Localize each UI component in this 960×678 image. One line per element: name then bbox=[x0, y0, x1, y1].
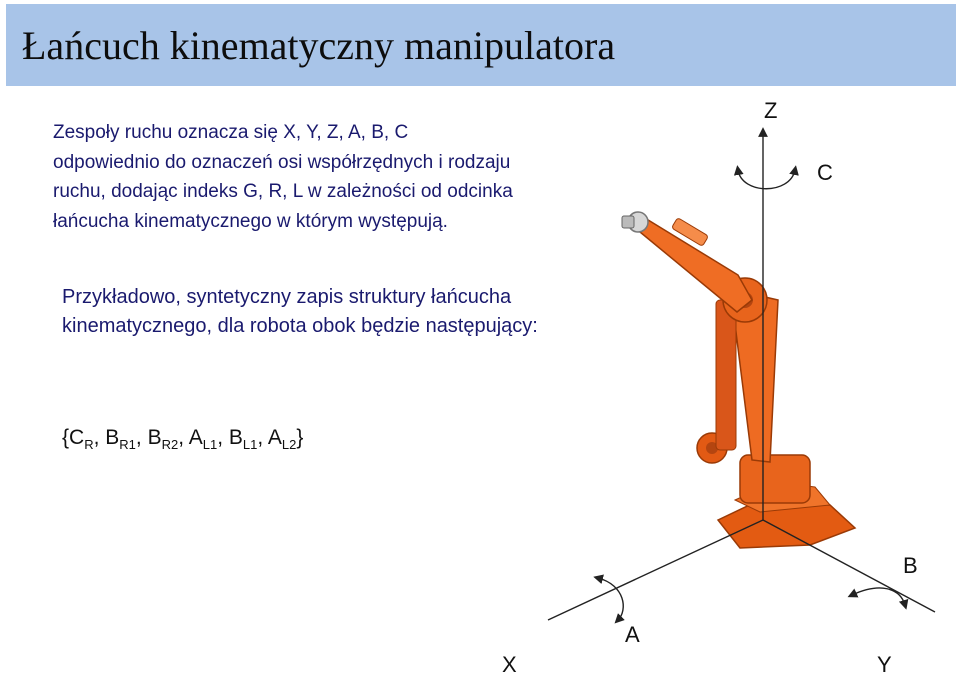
a-rotation-label: A bbox=[625, 622, 640, 647]
description-line: odpowiednio do oznaczeń osi współrzędnych i rodzaju bbox=[53, 151, 511, 173]
formula-term: $A_{L2}$ bbox=[267, 426, 297, 452]
formula-close-brace: } bbox=[296, 426, 304, 449]
c-rotation-label: C bbox=[817, 160, 833, 185]
x-axis-label: X bbox=[502, 652, 517, 677]
x-axis bbox=[548, 520, 763, 620]
z-axis-label: Z bbox=[764, 98, 778, 123]
example-line: Przykładowo, syntetyczny zapis struktury łańcucha bbox=[62, 286, 512, 308]
title-band bbox=[6, 4, 956, 86]
formula-term: $B_{L1}$ bbox=[228, 426, 258, 452]
description-line: Zespoły ruchu oznacza się X, Y, Z, A, B, C bbox=[53, 122, 409, 143]
description-line: łańcucha kinematycznego w którym występują. bbox=[53, 210, 448, 232]
b-rotation-label: B bbox=[903, 553, 918, 578]
formula-term: $B_{R2}$ bbox=[147, 426, 179, 452]
b-rotation-arrow bbox=[852, 588, 905, 605]
formula-term: $B_{R1}$ bbox=[105, 426, 136, 452]
kinematic-chain-formula: {$C_R$, $B_{R1}$, $B_{R2}$, $A_{L1}$, $B_{L1}$, $A_{L2}$} bbox=[62, 426, 304, 452]
formula-term: $C_R$ bbox=[69, 426, 94, 452]
a-rotation-arrow bbox=[598, 578, 623, 620]
example-line: kinematycznego, dla robota obok będzie następujący: bbox=[62, 315, 538, 337]
formula-open-brace: { bbox=[62, 426, 70, 449]
description-paragraph bbox=[53, 118, 673, 236]
industrial-robot-image bbox=[622, 212, 855, 548]
example-paragraph bbox=[62, 283, 682, 341]
slide-title: Łańcuch kinematyczny manipulatora bbox=[22, 23, 616, 68]
description-line: ruchu, dodając indeks G, R, L w zależności od odcinka bbox=[53, 181, 513, 202]
y-axis-label: Y bbox=[877, 652, 892, 677]
formula-term: $A_{L1}$ bbox=[188, 426, 218, 452]
c-rotation-arrow bbox=[738, 170, 795, 189]
